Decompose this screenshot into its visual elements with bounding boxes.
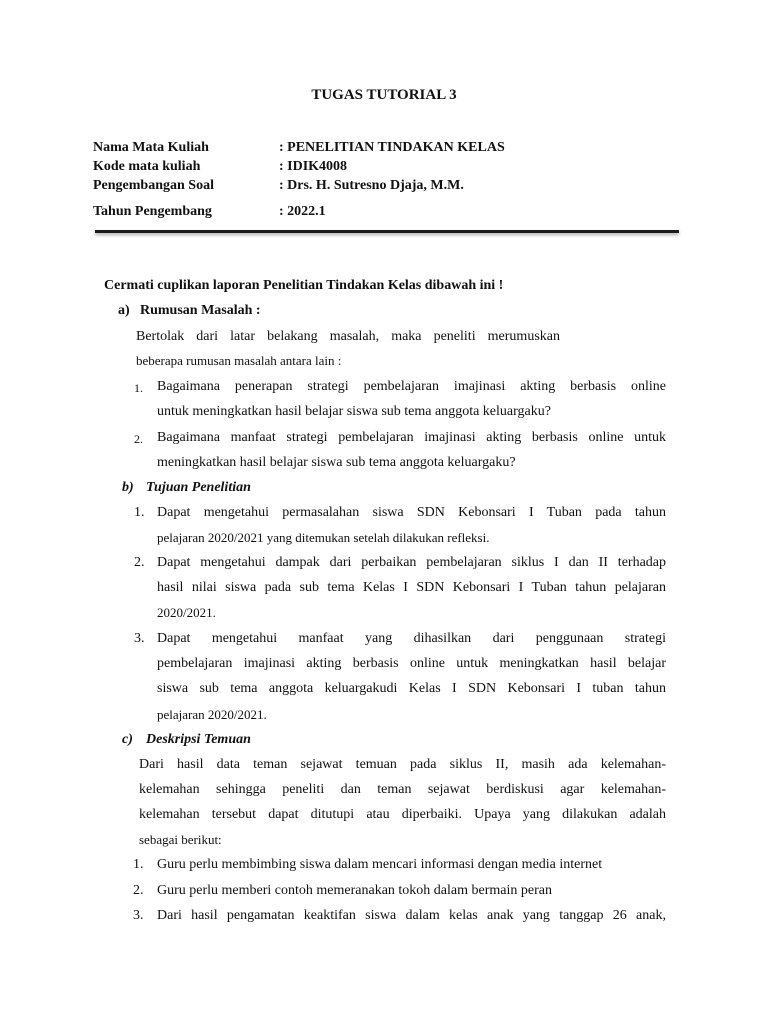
- section-c-paragraph-line: kelemahan tersebut dapat ditutupi atau diperbaiki. Upaya yang dilakukan adalah: [139, 807, 666, 822]
- section-c-paragraph-line: sebagai berikut:: [139, 832, 222, 847]
- list-number: 2.: [134, 555, 145, 570]
- meta-label: Tahun Pengembang: [93, 204, 212, 219]
- list-item-text: Bagaimana penerapan strategi pembelajaran imajinasi akting berbasis online: [157, 379, 666, 394]
- meta-row-developer: [93, 177, 464, 195]
- header-divider: [95, 230, 679, 233]
- list-item-text: pelajaran 2020/2021 yang ditemukan setelah dilakukan refleksi.: [157, 530, 490, 545]
- meta-value: : 2022.1: [279, 204, 326, 219]
- meta-value: : Drs. H. Sutresno Djaja, M.M.: [279, 178, 464, 193]
- list-number: 1.: [133, 857, 144, 872]
- list-item-text: untuk meningkatkan hasil belajar siswa sub tema anggota keluargaku?: [157, 404, 551, 419]
- section-c-marker: c): [122, 732, 133, 747]
- list-item-text: Dapat mengetahui manfaat yang dihasilkan dari penggunaan strategi: [157, 631, 666, 646]
- meta-value: : PENELITIAN TINDAKAN KELAS: [279, 140, 505, 155]
- list-item-text: Bagaimana manfaat strategi pembelajaran imajinasi akting berbasis online untuk: [157, 430, 666, 445]
- list-item-text: siswa sub tema anggota keluargakudi Kelas I SDN Kebonsari I tuban tahun: [157, 681, 666, 696]
- section-a-heading: Rumusan Masalah :: [140, 303, 261, 318]
- list-item-text: Dari hasil pengamatan keaktifan siswa dalam kelas anak yang tanggap 26 anak,: [157, 908, 666, 923]
- list-item-text: Dapat mengetahui dampak dari perbaikan pembelajaran siklus I dan II terhadap: [157, 555, 666, 570]
- meta-value: : IDIK4008: [279, 159, 348, 174]
- list-item-text: pelajaran 2020/2021.: [157, 707, 267, 722]
- list-item-text: Guru perlu memberi contoh memeranakan tokoh dalam bermain peran: [157, 883, 552, 898]
- section-c-heading: Deskripsi Temuan: [146, 732, 251, 747]
- list-item-text: Dapat mengetahui permasalahan siswa SDN Kebonsari I Tuban pada tahun: [157, 505, 666, 520]
- meta-label: Nama Mata Kuliah: [93, 140, 209, 155]
- section-a-marker: a): [118, 303, 130, 318]
- list-number: 2.: [133, 883, 144, 898]
- section-b-marker: b): [122, 480, 134, 495]
- meta-label: Pengembangan Soal: [93, 178, 214, 193]
- document-title: TUGAS TUTORIAL 3: [311, 87, 457, 103]
- list-item-text: hasil nilai siswa pada sub tema Kelas I SDN Kebonsari I Tuban tahun pelajaran: [157, 580, 666, 595]
- meta-row-year: [93, 203, 326, 221]
- list-number: 1.: [134, 381, 143, 395]
- meta-row-course-name: [93, 139, 505, 157]
- section-b-heading: Tujuan Penelitian: [146, 480, 251, 495]
- section-c-paragraph-line: kelemahan sehingga peneliti dan teman sejawat berdiskusi agar kelemahan-: [139, 782, 666, 797]
- meta-label: Kode mata kuliah: [93, 159, 201, 174]
- section-a-intro-line: beberapa rumusan masalah antara lain :: [136, 353, 342, 368]
- list-item-text: meningkatkan hasil belajar siswa sub tema anggota keluargaku?: [157, 455, 516, 470]
- list-item-text: Guru perlu membimbing siswa dalam mencari informasi dengan media internet: [157, 857, 603, 872]
- list-number: 3.: [134, 631, 145, 646]
- instruction-text: Cermati cuplikan laporan Penelitian Tindakan Kelas dibawah ini !: [104, 278, 504, 293]
- meta-row-course-code: [93, 158, 347, 176]
- list-number: 2.: [134, 432, 143, 446]
- list-number: 1.: [134, 505, 145, 520]
- section-c-paragraph-line: Dari hasil data teman sejawat temuan pada siklus II, masih ada kelemahan-: [139, 757, 666, 772]
- list-item-text: 2020/2021.: [157, 605, 216, 620]
- list-item-text: pembelajaran imajinasi akting berbasis online untuk meningkatkan hasil belajar: [157, 656, 666, 671]
- list-number: 3.: [133, 908, 144, 923]
- section-a-intro-line: Bertolak dari latar belakang masalah, maka peneliti merumuskan: [136, 329, 560, 344]
